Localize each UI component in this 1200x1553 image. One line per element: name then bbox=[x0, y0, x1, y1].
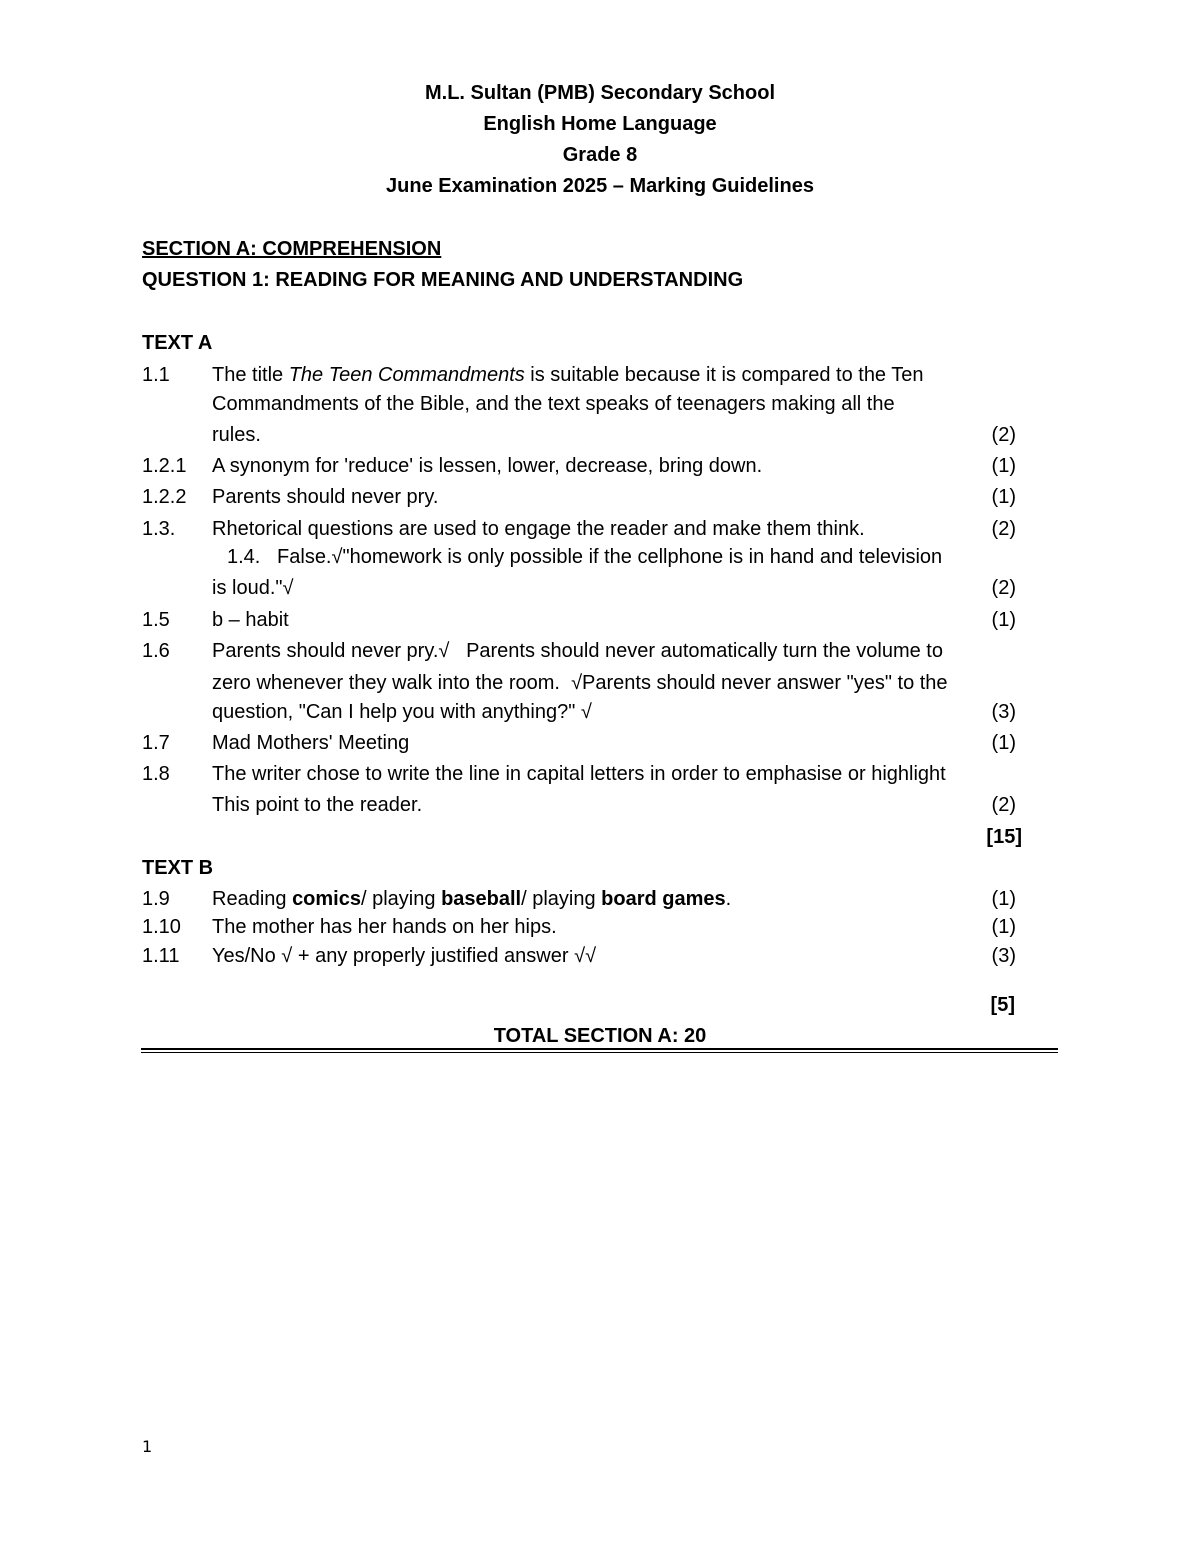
answer-1-1-line3 bbox=[142, 424, 1022, 454]
mark-allocation: (2) bbox=[991, 518, 1016, 540]
text-a-total: [15] bbox=[986, 826, 1022, 848]
mark-allocation: (1) bbox=[991, 732, 1016, 754]
answer-1-5 bbox=[142, 609, 1022, 639]
section-title: SECTION A: COMPREHENSION bbox=[142, 238, 442, 260]
answer-text: A synonym for 'reduce' is lessen, lower, decrease, bring down. bbox=[212, 455, 763, 477]
question-title: QUESTION 1: READING FOR MEANING AND UNDERSTANDING bbox=[142, 269, 744, 291]
text-b-heading: TEXT B bbox=[142, 857, 214, 879]
answer-text: rules. bbox=[212, 424, 261, 446]
answer-1-1-line2 bbox=[142, 393, 1022, 423]
answer-text: question, "Can I help you with anything?" √ bbox=[212, 701, 592, 723]
exam-title: June Examination 2025 – Marking Guidelines bbox=[386, 175, 814, 197]
answer-text-part: The title bbox=[212, 364, 289, 386]
question-number: 1.7 bbox=[142, 732, 170, 754]
mark-allocation: (1) bbox=[991, 609, 1016, 631]
answer-text: The writer chose to write the line in capital letters in order to emphasise or highlight bbox=[212, 763, 946, 785]
answer-text-part: / playing bbox=[521, 888, 602, 910]
answer-text: zero whenever they walk into the room. √Parents should never answer "yes" to the bbox=[212, 672, 948, 694]
question-number: 1.9 bbox=[142, 888, 170, 910]
mark-allocation: (3) bbox=[991, 701, 1016, 723]
mark-allocation: (2) bbox=[991, 577, 1016, 599]
answer-1-6-line1 bbox=[142, 640, 1022, 670]
answer-text bbox=[212, 888, 731, 911]
question-number: 1.11 bbox=[142, 945, 180, 967]
answer-text: Rhetorical questions are used to engage the reader and make them think. bbox=[212, 518, 865, 540]
question-number: 1.2.1 bbox=[142, 455, 187, 477]
answer-1-10 bbox=[142, 916, 1022, 946]
mark-allocation: (3) bbox=[991, 945, 1016, 967]
subject-name: English Home Language bbox=[483, 113, 717, 135]
answer-1-4-line2 bbox=[142, 577, 1022, 607]
grade-label: Grade 8 bbox=[562, 144, 638, 166]
mark-allocation: (2) bbox=[991, 424, 1016, 446]
mark-allocation: (1) bbox=[991, 888, 1016, 910]
answer-text-part: Reading bbox=[212, 888, 293, 910]
answer-text: is loud."√ bbox=[212, 577, 294, 599]
answer-1-3 bbox=[142, 518, 1022, 548]
answer-text: b – habit bbox=[212, 609, 289, 631]
answer-text: 1.4. False.√"homework is only possible if the cellphone is in hand and television bbox=[227, 546, 943, 568]
question-number: 1.8 bbox=[142, 763, 170, 785]
bold-keyword: board games bbox=[601, 888, 726, 910]
title-italic: The Teen Commandments bbox=[288, 364, 525, 386]
page-number: 1 bbox=[142, 1437, 153, 1456]
answer-1-2-1 bbox=[142, 455, 1022, 485]
bold-keyword: comics bbox=[292, 888, 361, 910]
answer-text-part: / playing bbox=[361, 888, 442, 910]
question-number: 1.6 bbox=[142, 640, 170, 662]
answer-text: Yes/No √ + any properly justified answer √√ bbox=[212, 945, 597, 967]
answer-1-9 bbox=[142, 888, 1022, 918]
answer-1-11 bbox=[142, 945, 1022, 975]
double-rule-divider bbox=[141, 1048, 1058, 1053]
mark-allocation: (1) bbox=[991, 916, 1016, 938]
answer-1-4-line1 bbox=[142, 546, 1022, 576]
mark-allocation: (1) bbox=[991, 486, 1016, 508]
question-number: 1.1 bbox=[142, 364, 170, 386]
answer-1-7 bbox=[142, 732, 1022, 762]
question-number: 1.3. bbox=[142, 518, 176, 540]
question-number: 1.5 bbox=[142, 609, 170, 631]
section-total: TOTAL SECTION A: 20 bbox=[493, 1025, 707, 1047]
text-a-heading: TEXT A bbox=[142, 332, 213, 354]
answer-text: Parents should never pry.√ Parents should never automatically turn the volume to bbox=[212, 640, 943, 662]
answer-text: Mad Mothers' Meeting bbox=[212, 732, 410, 754]
answer-1-6-line3 bbox=[142, 701, 1022, 731]
answer-text: The mother has her hands on her hips. bbox=[212, 916, 557, 938]
question-number: 1.2.2 bbox=[142, 486, 187, 508]
answer-1-2-2 bbox=[142, 486, 1022, 516]
text-b-total: [5] bbox=[990, 994, 1015, 1016]
answer-1-8-line1 bbox=[142, 763, 1022, 793]
answer-text: This point to the reader. bbox=[212, 794, 423, 816]
answer-text-part: . bbox=[725, 888, 732, 910]
mark-allocation: (1) bbox=[991, 455, 1016, 477]
mark-allocation: (2) bbox=[991, 794, 1016, 816]
answer-text-part: is suitable because it is compared to the Ten bbox=[524, 364, 924, 386]
answer-1-6-line2 bbox=[142, 672, 1022, 702]
question-number: 1.10 bbox=[142, 916, 181, 938]
school-name: M.L. Sultan (PMB) Secondary School bbox=[424, 82, 776, 104]
answer-1-8-line2 bbox=[142, 794, 1022, 824]
answer-1-1-line1 bbox=[142, 364, 1022, 394]
bold-keyword: baseball bbox=[441, 888, 522, 910]
answer-text: Parents should never pry. bbox=[212, 486, 439, 508]
answer-text bbox=[212, 364, 924, 387]
answer-text: Commandments of the Bible, and the text speaks of teenagers making all the bbox=[212, 393, 895, 415]
